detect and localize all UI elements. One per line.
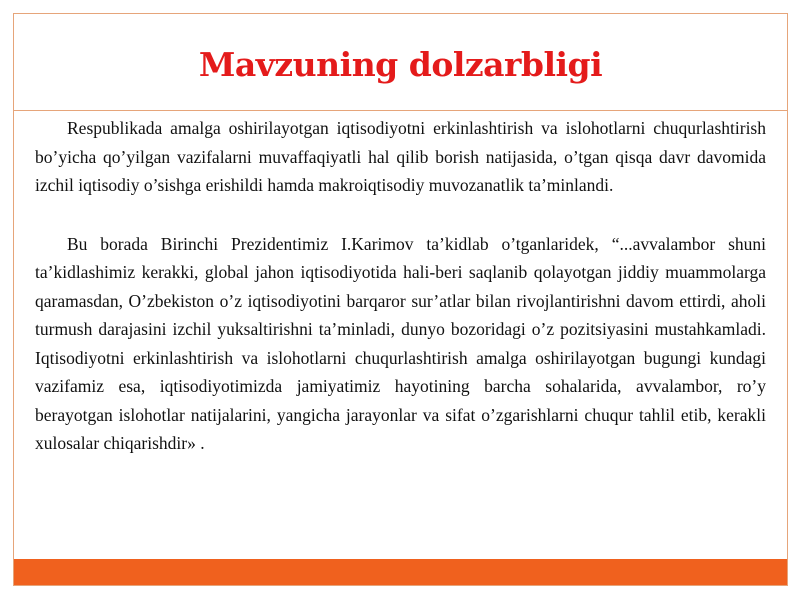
slide-title: Mavzuning dolzarbligi <box>198 45 603 84</box>
body-paragraph-2: Bu borada Birinchi Prezidentimiz I.Karimov ta’kidlab o’tganlaridek, “...avvalambor shuni ta’kidlashimiz kerakki, global jahon iqtisodiyotida hali-beri saqlanib qolayotgan jiddiy muammolarga qaramasdan, O’zbekiston o’z iqtisodiyotini barqaror sur’atlar bilan rivojlantirishni davom ettirdi, aholi turmush darajasini izchil yuksaltirishni ta’minladi, dunyo bozoridagi o’z pozitsiyasini mustahkamladi. Iqtisodiyotni erkinlashtirish va islohotlarni chuqurlashtirish amalga oshirilayotgan bugungi kundagi vazifamiz esa, iqtisodiyotimizda jamiyatimiz hayotining barcha sohalarida, avvalambor, ro’y berayotgan islohotlar natijalarini, yangicha jarayonlar va sifat o’zgarishlarni chuqur tahlil etib, kerakli xulosalar chiqarishdir» . <box>35 233 766 453</box>
slide-frame <box>13 13 788 586</box>
title-area <box>14 14 787 111</box>
bottom-accent-bar <box>14 559 787 585</box>
body-paragraph-1: Respublikada amalga oshirilayotgan iqtisodiyotni erkinlashtirish va islohotlarni chuqurlashtirish bo’yicha qo’yilgan vazifalarni muvaffaqiyatli hal qilib borish natijasida, o’tgan qisqa davr davomida izchil iqtisodiy o’sishga erishildi hamda makroiqtisodiy muvozanatlik ta’minlandi. <box>35 118 766 195</box>
slide-body <box>35 114 766 458</box>
